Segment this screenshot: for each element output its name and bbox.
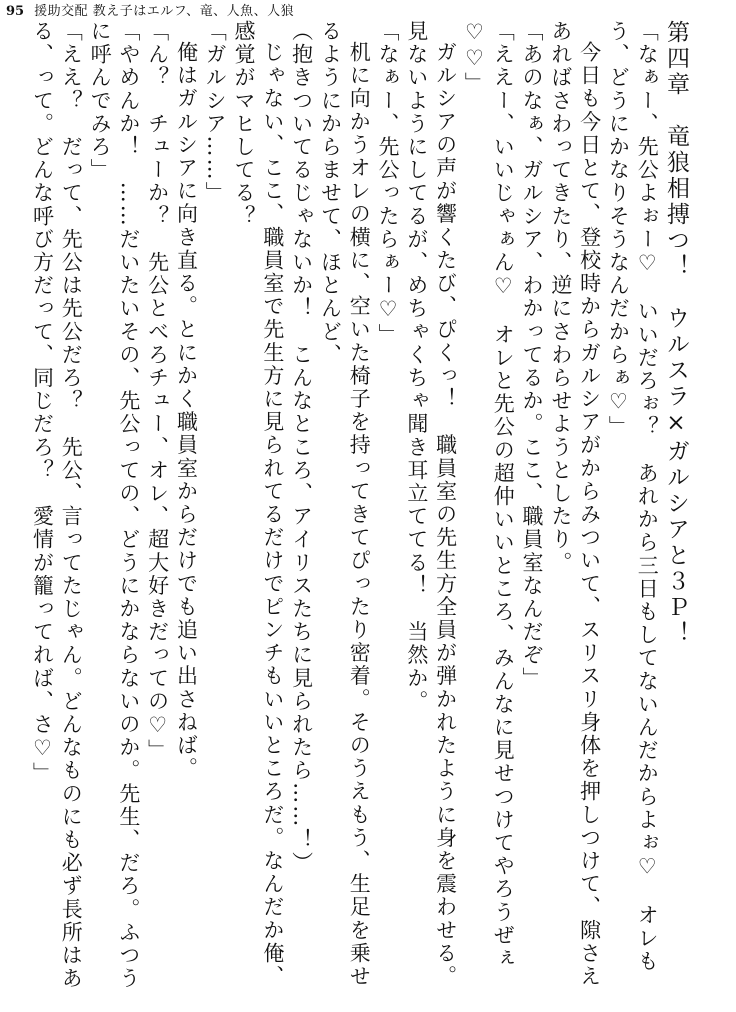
- paragraph: ガルシアの声が響くたび、ぴくっ！ 職員室の先生方全員が弾かれたように身を震わせる。見ないようにしてるが、めちゃくちゃ聞き耳立ててる！ 当然か。: [404, 20, 458, 989]
- paragraph: 「ガルシア……」: [203, 20, 228, 205]
- paragraph: 俺はガルシアに向き直る。とにかく職員室からだけでも追い出さねば。: [174, 41, 199, 781]
- paragraph: 「なぁー、先公よぉー♡ いいだろぉ？ あれから三日もしてないんだからよぉ♡ オレもう、どうにかなりそうなんだからぁ♡」: [606, 20, 660, 974]
- page-number: 95: [6, 4, 25, 19]
- paragraph: 「やめんか！ ……だいたいその、先公っての、どうにかならないのか。先生、だろ。ふつうに呼んでみろ」: [88, 20, 141, 991]
- running-title: 援助交配 教え子はエルフ、竜、人魚、人狼: [34, 4, 295, 19]
- paragraph: 「なぁー、先公ったらぁー♡」: [376, 20, 401, 347]
- paragraph: （抱きついてるじゃないか！ こんなところ、アイリスたちに見られたら……！）: [289, 20, 314, 875]
- paragraph: 「ええ？ だって、先公は先公だろ？ 先公、言ってたじゃん。どんなものにも必ず長所はある、って。どんな呼び方だって、同じだろ？ 愛情が籠ってれば、さ♡」: [30, 20, 84, 991]
- paragraph: 「あのなぁ、ガルシア、わかってるか。ここ、職員室なんだぞ」: [520, 20, 545, 690]
- paragraph: じゃない、ここ、職員室で先生方に見られてるだけでピンチもいいところだ。なんだか俺、感覚がマヒしてる？: [232, 20, 285, 989]
- chapter-title: 第四章 竜狼相搏つ！ ウルスラ×ガルシアと３Ｐ！: [663, 20, 689, 647]
- paragraph: 机に向かうオレの横に、空いた椅子を持ってきてぴったり密着。そのうえもう、生足を乗せるようにからませて、ほとんど、: [318, 20, 372, 989]
- page-header: [6, 2, 294, 22]
- paragraph: 今日も今日とて、登校時からガルシアがからみついて、スリスリ身体を押しつけて、隙さえあればさわってきたり、逆にさわらせようとしたり。: [548, 20, 602, 989]
- paragraph: 「ん？ チューか？ 先公とべろチュー、オレ、超大好きだっての♡」: [145, 20, 170, 763]
- vertical-text-body: [12, 20, 702, 1000]
- paragraph: 「ええー、いいじゃぁん♡ オレと先公の超仲いいところ、みんなに見せつけてやろうぜぇ♡♡」: [462, 20, 516, 971]
